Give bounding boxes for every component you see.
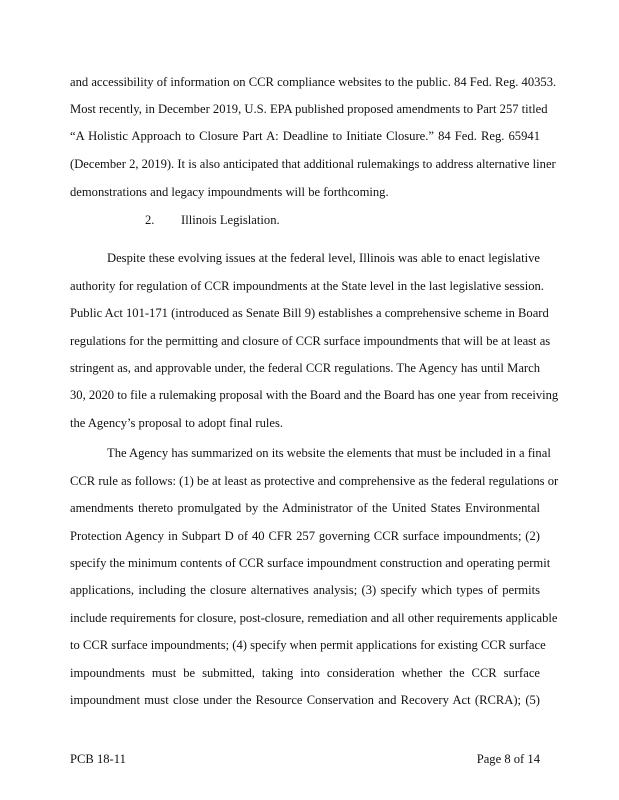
text-line: 30, 2020 to file a rulemaking proposal with the Board and the Board has one year from receiving [70, 388, 559, 402]
text-line: “A Holistic Approach to Closure Part A: Deadline to Initiate Closure.” 84 Fed. Reg. 65941 [70, 129, 540, 143]
text-line: The Agency has summarized on its website the elements that must be included in a final [107, 446, 551, 460]
text-line: Protection Agency in Subpart D of 40 CFR 257 governing CCR surface impoundments; (2) [70, 529, 540, 543]
text-line: impoundments must be submitted, taking into consideration whether the CCR surface [70, 666, 540, 680]
page-number: Page 8 of 14 [476, 752, 540, 766]
text-line: amendments thereto promulgated by the Administrator of the United States Environmental [70, 501, 540, 515]
text-line: Most recently, in December 2019, U.S. EPA published proposed amendments to Part 257 titled [70, 102, 548, 116]
text-line: (December 2, 2019). It is also anticipated that additional rulemakings to address alternative liner [70, 157, 556, 171]
text-line: and accessibility of information on CCR compliance websites to the public. 84 Fed. Reg. 40353. [70, 75, 557, 89]
text-line: authority for regulation of CCR impoundments at the State level in the last legislative session. [70, 279, 544, 293]
text-line: demonstrations and legacy impoundments will be forthcoming. [70, 185, 389, 199]
text-line: include requirements for closure, post-closure, remediation and all other requirements applicable [70, 611, 558, 625]
heading-number: 2. [145, 213, 155, 227]
text-line: CCR rule as follows: (1) be at least as protective and comprehensive as the federal regulations or [70, 474, 559, 488]
text-line: impoundment must close under the Resource Conservation and Recovery Act (RCRA); (5) [70, 693, 540, 707]
text-line: to CCR surface impoundments; (4) specify when permit applications for existing CCR surface [70, 638, 546, 652]
text-line: Public Act 101-171 (introduced as Senate Bill 9) establishes a comprehensive scheme in Board [70, 306, 549, 320]
text-line: applications, including the closure alternatives analysis; (3) specify which types of permits [70, 583, 540, 597]
text-line: stringent as, and approvable under, the federal CCR regulations. The Agency has until March [70, 361, 540, 375]
text-line: Despite these evolving issues at the federal level, Illinois was able to enact legislative [107, 251, 540, 265]
text-line: the Agency’s proposal to adopt final rules. [70, 416, 283, 430]
text-line: regulations for the permitting and closure of CCR surface impoundments that will be at least as [70, 334, 551, 348]
text-line: specify the minimum contents of CCR surface impoundment construction and operating permit [70, 556, 551, 570]
heading-title: Illinois Legislation. [181, 213, 280, 227]
case-number: PCB 18-11 [70, 752, 126, 766]
